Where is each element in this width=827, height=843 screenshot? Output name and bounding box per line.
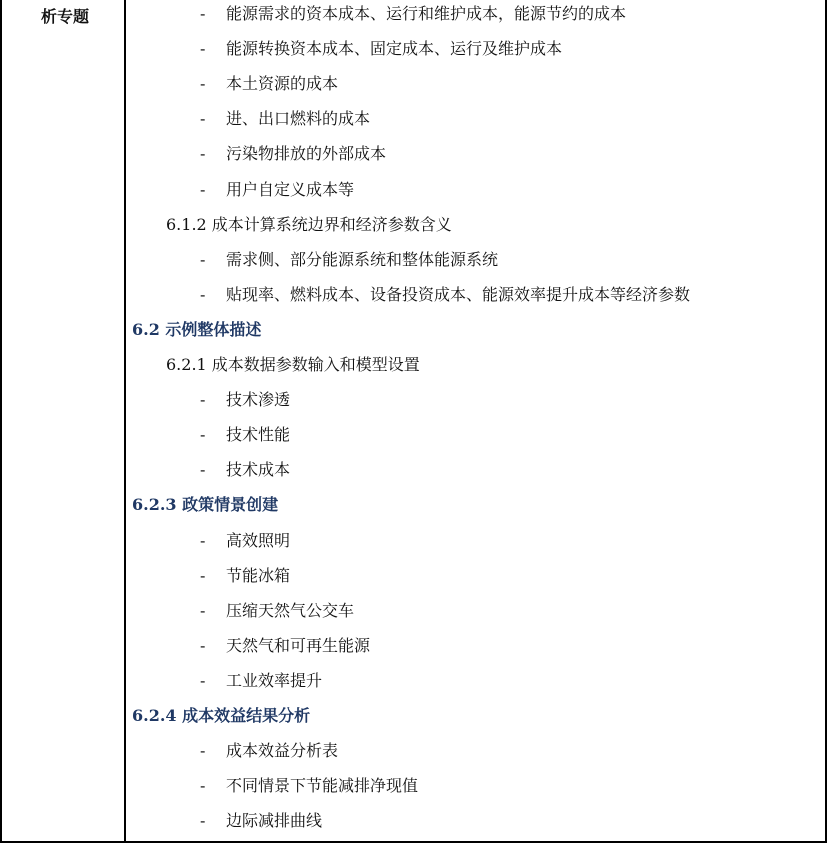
bullet-text: 高效照明	[226, 531, 291, 550]
bullet-text: 成本效益分析表	[226, 741, 339, 760]
bullet-text: 能源转换资本成本、固定成本、运行及维护成本	[226, 39, 563, 58]
bullet-text: 节能冰箱	[226, 566, 291, 585]
bullet-marker: -	[200, 39, 206, 58]
bullet-text: 进、出口燃料的成本	[226, 109, 371, 128]
bullet-text: 不同情景下节能减排净现值	[226, 776, 419, 795]
section-heading: 6.2.4 成本效益结果分析	[132, 706, 311, 725]
bullet-marker: -	[200, 4, 206, 23]
bullet-marker: -	[200, 390, 206, 409]
bullet-text: 技术成本	[226, 460, 291, 479]
bullet-marker: -	[200, 109, 206, 128]
bullet-text: 压缩天然气公交车	[226, 601, 355, 620]
bullet-marker: -	[200, 144, 206, 163]
bullet-marker: -	[200, 566, 206, 585]
left-column-label: 析专题	[40, 7, 89, 26]
bullet-text: 需求侧、部分能源系统和整体能源系统	[226, 250, 499, 269]
bullet-text: 用户自定义成本等	[226, 180, 355, 199]
subsection-heading: 6.2.1 成本数据参数输入和模型设置	[166, 355, 420, 374]
section-heading: 6.2.3 政策情景创建	[132, 495, 279, 514]
bullet-text: 工业效率提升	[226, 671, 323, 690]
bullet-marker: -	[200, 531, 206, 550]
bullet-marker: -	[200, 180, 206, 199]
bullet-text: 贴现率、燃料成本、设备投资成本、能源效率提升成本等经济参数	[226, 285, 691, 304]
column-divider	[124, 0, 126, 841]
bullet-marker: -	[200, 250, 206, 269]
bullet-marker: -	[200, 460, 206, 479]
subsection-heading: 6.1.2 成本计算系统边界和经济参数含义	[166, 215, 452, 234]
bullet-text: 本土资源的成本	[226, 74, 339, 93]
bullet-marker: -	[200, 601, 206, 620]
bullet-marker: -	[200, 74, 206, 93]
bullet-marker: -	[200, 776, 206, 795]
bullet-text: 污染物排放的外部成本	[226, 144, 387, 163]
bullet-text: 能源需求的资本成本、运行和维护成本，能源节约的成本	[226, 4, 627, 23]
bullet-marker: -	[200, 811, 206, 830]
bullet-marker: -	[200, 671, 206, 690]
bullet-text: 边际减排曲线	[226, 811, 323, 830]
bullet-marker: -	[200, 741, 206, 760]
bullet-text: 技术渗透	[226, 390, 291, 409]
bullet-marker: -	[200, 636, 206, 655]
bullet-text: 技术性能	[226, 425, 291, 444]
bullet-marker: -	[200, 425, 206, 444]
bullet-marker: -	[200, 285, 206, 304]
section-heading: 6.2 示例整体描述	[132, 320, 262, 339]
bullet-text: 天然气和可再生能源	[226, 636, 371, 655]
